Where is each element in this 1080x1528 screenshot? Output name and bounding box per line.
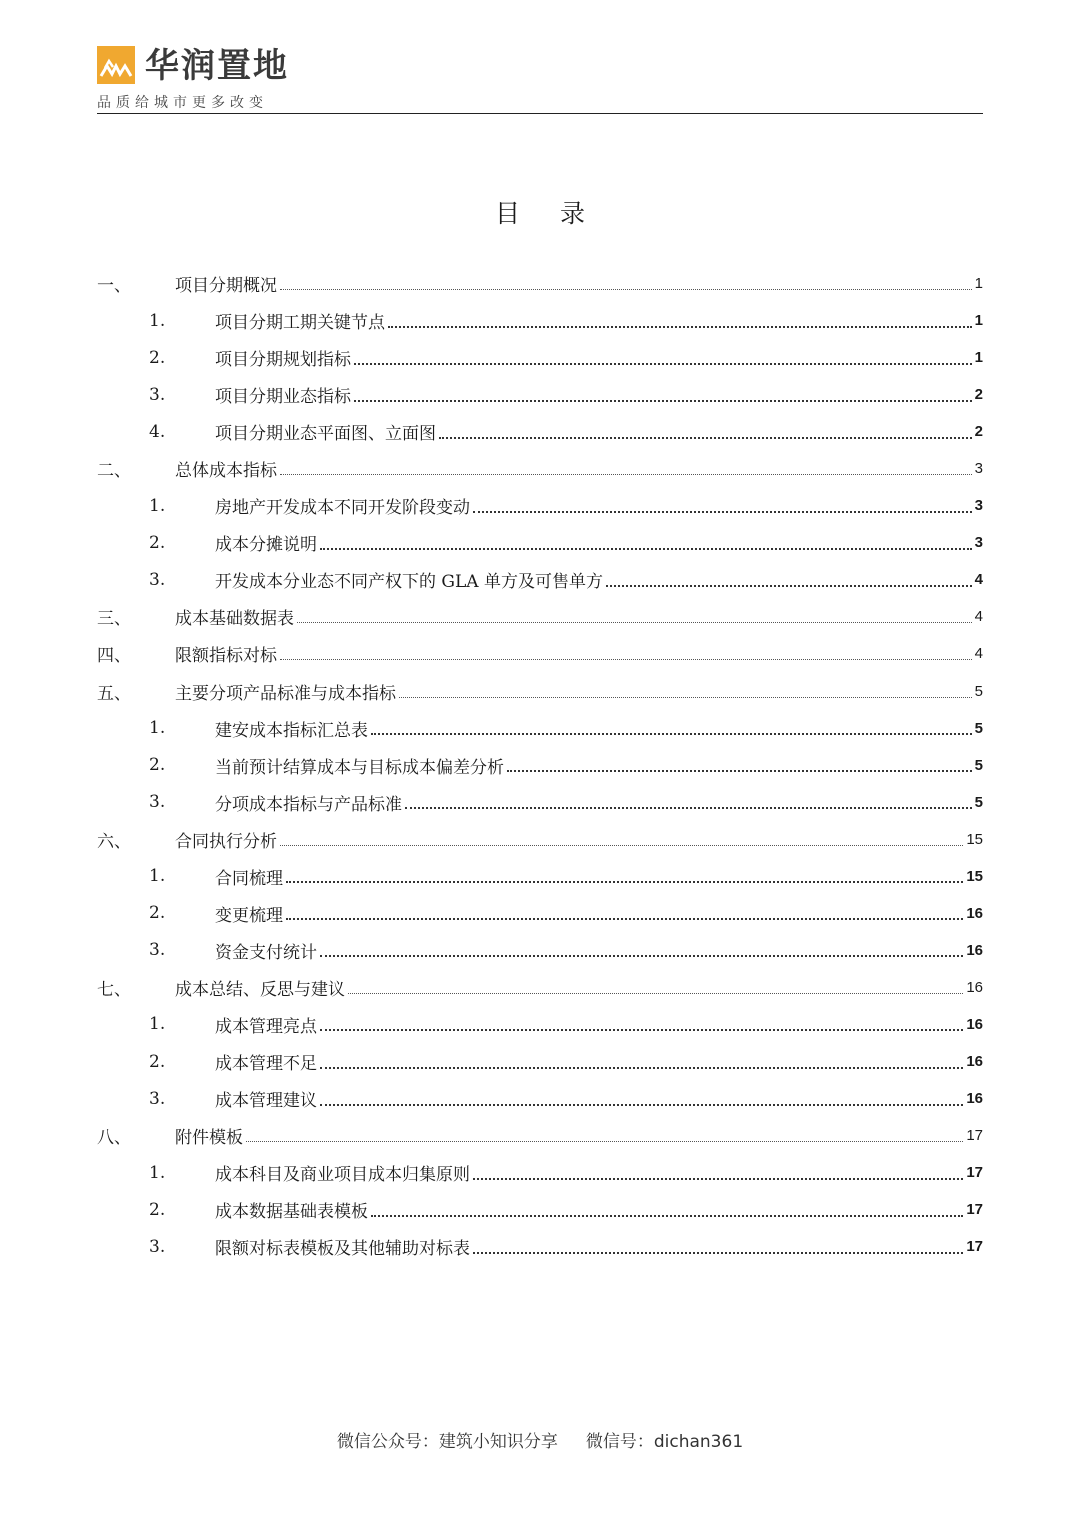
- toc-entry-label: 分项成本指标与产品标准: [215, 794, 402, 815]
- company-slogan: 品质给城市更多改变: [97, 95, 268, 111]
- toc-entry-label: 成本分摊说明: [215, 535, 317, 556]
- toc-entry-label: 成本数据基础表模板: [215, 1202, 368, 1223]
- toc-entry[interactable]: [97, 302, 983, 339]
- toc-entry-page: 1: [974, 275, 983, 293]
- toc-entry-page: 5: [974, 682, 983, 700]
- toc-entry-number: 2.: [149, 903, 166, 924]
- toc-entry[interactable]: [97, 635, 983, 672]
- toc-entry-label: 开发成本分业态不同产权下的 GLA 单方及可售单方: [215, 572, 603, 593]
- toc-entry-label: 成本总结、反思与建议: [175, 979, 345, 1000]
- toc-entry-page: 15: [966, 867, 983, 885]
- toc-entry-number: 四、: [97, 646, 131, 667]
- toc-leader-dots: [405, 807, 972, 809]
- toc-entry-label: 限额指标对标: [175, 646, 277, 667]
- toc-leader-dots: [320, 955, 963, 957]
- toc-entry[interactable]: [97, 1043, 983, 1080]
- toc-entry-page: 5: [974, 756, 983, 774]
- toc-entry-label: 附件模板: [175, 1128, 243, 1149]
- toc-entry-label: 项目分期业态平面图、立面图: [215, 424, 436, 445]
- toc-entry-page: 3: [974, 497, 983, 515]
- toc-leader-dots: [354, 400, 972, 402]
- toc-leader-dots: [320, 1104, 963, 1106]
- toc-entry-number: 2.: [149, 532, 166, 553]
- toc-entry[interactable]: [97, 413, 983, 450]
- toc-entry-page: 5: [974, 793, 983, 811]
- toc-entry[interactable]: [97, 1228, 983, 1265]
- toc-entry-label: 合同梳理: [215, 868, 283, 889]
- toc-entry[interactable]: [97, 784, 983, 821]
- toc-entry[interactable]: [97, 673, 983, 710]
- toc-leader-dots: [280, 289, 972, 290]
- toc-entry[interactable]: [97, 598, 983, 635]
- toc-entry-page: 1: [974, 312, 983, 330]
- toc-entry-label: 变更梳理: [215, 905, 283, 926]
- toc-entry-page: 16: [966, 941, 983, 959]
- company-name: 华润置地: [145, 46, 289, 86]
- toc-entry-number: 三、: [97, 609, 131, 630]
- toc-entry-page: 17: [966, 1127, 983, 1145]
- toc-entry-number: 2.: [149, 1199, 166, 1220]
- toc-entry-label: 资金支付统计: [215, 942, 317, 963]
- toc-entry-number: 3.: [149, 940, 166, 961]
- toc-entry-number: 一、: [97, 276, 131, 297]
- toc-leader-dots: [473, 1252, 963, 1254]
- toc-leader-dots: [286, 918, 963, 920]
- footer-wechat: 微信号：dichan361: [585, 1432, 744, 1452]
- toc-entry-page: 17: [966, 1164, 983, 1182]
- table-of-contents: [97, 265, 983, 1265]
- toc-leader-dots: [280, 474, 972, 475]
- toc-leader-dots: [439, 437, 972, 439]
- toc-leader-dots: [371, 1215, 963, 1217]
- toc-leader-dots: [320, 1067, 963, 1069]
- toc-entry-number: 3.: [149, 384, 166, 405]
- toc-entry-label: 主要分项产品标准与成本指标: [175, 683, 396, 704]
- toc-entry-page: 5: [974, 719, 983, 737]
- toc-entry-label: 总体成本指标: [175, 461, 277, 482]
- company-logo-icon: [97, 46, 135, 84]
- toc-entry-page: 4: [974, 571, 983, 589]
- toc-leader-dots: [246, 1141, 963, 1142]
- toc-leader-dots: [606, 585, 972, 587]
- toc-leader-dots: [297, 622, 972, 623]
- toc-entry[interactable]: [97, 821, 983, 858]
- toc-entry[interactable]: [97, 969, 983, 1006]
- toc-leader-dots: [354, 363, 972, 365]
- page-footer: [0, 1427, 1080, 1452]
- toc-entry[interactable]: [97, 1006, 983, 1043]
- toc-entry-number: 1.: [149, 866, 166, 887]
- toc-entry[interactable]: [97, 747, 983, 784]
- toc-title: 目录: [494, 199, 625, 228]
- page-header: [97, 44, 983, 116]
- toc-leader-dots: [320, 548, 972, 550]
- toc-entry[interactable]: [97, 858, 983, 895]
- toc-entry-page: 4: [974, 608, 983, 626]
- toc-entry-label: 成本科目及商业项目成本归集原则: [215, 1165, 470, 1186]
- toc-entry-page: 17: [966, 1238, 983, 1256]
- toc-entry[interactable]: [97, 1191, 983, 1228]
- toc-entry-number: 4.: [149, 421, 166, 442]
- toc-entry-page: 4: [974, 645, 983, 663]
- toc-entry-page: 16: [966, 1015, 983, 1033]
- toc-entry-number: 1.: [149, 310, 166, 331]
- toc-entry[interactable]: [97, 710, 983, 747]
- toc-entry-number: 3.: [149, 1236, 166, 1257]
- toc-entry-page: 16: [966, 978, 983, 996]
- header-rule: [97, 113, 983, 114]
- toc-entry-number: 3.: [149, 569, 166, 590]
- toc-entry[interactable]: [97, 450, 983, 487]
- toc-entry-label: 房地产开发成本不同开发阶段变动: [215, 498, 470, 519]
- toc-entry-number: 八、: [97, 1128, 131, 1149]
- footer-account: 微信公众号：建筑小知识分享: [336, 1432, 558, 1452]
- toc-entry-page: 16: [966, 1053, 983, 1070]
- toc-leader-dots: [280, 845, 963, 846]
- toc-entry-label: 当前预计结算成本与目标成本偏差分析: [215, 757, 504, 778]
- toc-entry-label: 项目分期概况: [175, 276, 277, 297]
- toc-entry-label: 成本基础数据表: [175, 609, 294, 630]
- toc-entry-number: 七、: [97, 979, 131, 1000]
- toc-entry-label: 建安成本指标汇总表: [215, 720, 368, 741]
- toc-leader-dots: [507, 770, 972, 772]
- toc-entry-number: 1.: [149, 718, 166, 739]
- toc-entry-label: 成本管理亮点: [215, 1016, 317, 1037]
- toc-entry-number: 3.: [149, 792, 166, 813]
- toc-leader-dots: [371, 733, 972, 735]
- toc-entry-page: 17: [966, 1201, 983, 1219]
- toc-entry-page: 2: [974, 386, 983, 404]
- toc-entry-label: 合同执行分析: [175, 831, 277, 852]
- toc-entry[interactable]: [97, 376, 983, 413]
- toc-leader-dots: [286, 881, 963, 883]
- toc-entry[interactable]: [97, 524, 983, 561]
- toc-entry-number: 2.: [149, 347, 166, 368]
- toc-entry[interactable]: [97, 1154, 983, 1191]
- toc-entry[interactable]: [97, 339, 983, 376]
- toc-entry-page: 1: [974, 349, 983, 367]
- toc-entry-number: 3.: [149, 1088, 166, 1109]
- toc-leader-dots: [348, 993, 963, 994]
- toc-entry-page: 2: [974, 423, 983, 441]
- toc-leader-dots: [280, 659, 972, 660]
- toc-entry-number: 五、: [97, 683, 131, 704]
- toc-entry-label: 成本管理不足: [215, 1054, 317, 1074]
- toc-entry-label: 限额对标表模板及其他辅助对标表: [215, 1239, 470, 1260]
- toc-entry[interactable]: [97, 561, 983, 598]
- toc-entry-label: 项目分期业态指标: [215, 387, 351, 408]
- toc-entry-page: 16: [966, 1090, 983, 1108]
- toc-entry-label: 项目分期工期关键节点: [215, 313, 385, 334]
- toc-entry-page: 16: [966, 904, 983, 922]
- toc-entry-number: 2.: [149, 1051, 166, 1072]
- toc-leader-dots: [473, 511, 972, 513]
- toc-leader-dots: [388, 326, 972, 328]
- toc-leader-dots: [473, 1178, 963, 1180]
- toc-entry[interactable]: [97, 932, 983, 969]
- toc-entry-number: 1.: [149, 1014, 166, 1035]
- toc-entry-number: 1.: [149, 495, 166, 516]
- toc-leader-dots: [399, 697, 972, 698]
- toc-entry-number: 六、: [97, 831, 131, 852]
- toc-entry-number: 1.: [149, 1162, 166, 1183]
- toc-entry-page: 15: [966, 830, 983, 848]
- toc-entry[interactable]: [97, 1080, 983, 1117]
- toc-entry-number: 2.: [149, 755, 166, 776]
- toc-entry-label: 成本管理建议: [215, 1091, 317, 1112]
- toc-entry[interactable]: [97, 1117, 983, 1154]
- toc-entry-page: 3: [974, 460, 983, 478]
- toc-entry-number: 二、: [97, 461, 131, 482]
- toc-entry[interactable]: [97, 895, 983, 932]
- toc-entry-label: 项目分期规划指标: [215, 350, 351, 371]
- toc-entry[interactable]: [97, 487, 983, 524]
- toc-leader-dots: [320, 1029, 963, 1031]
- toc-entry-page: 3: [974, 534, 983, 552]
- toc-entry[interactable]: [97, 265, 983, 302]
